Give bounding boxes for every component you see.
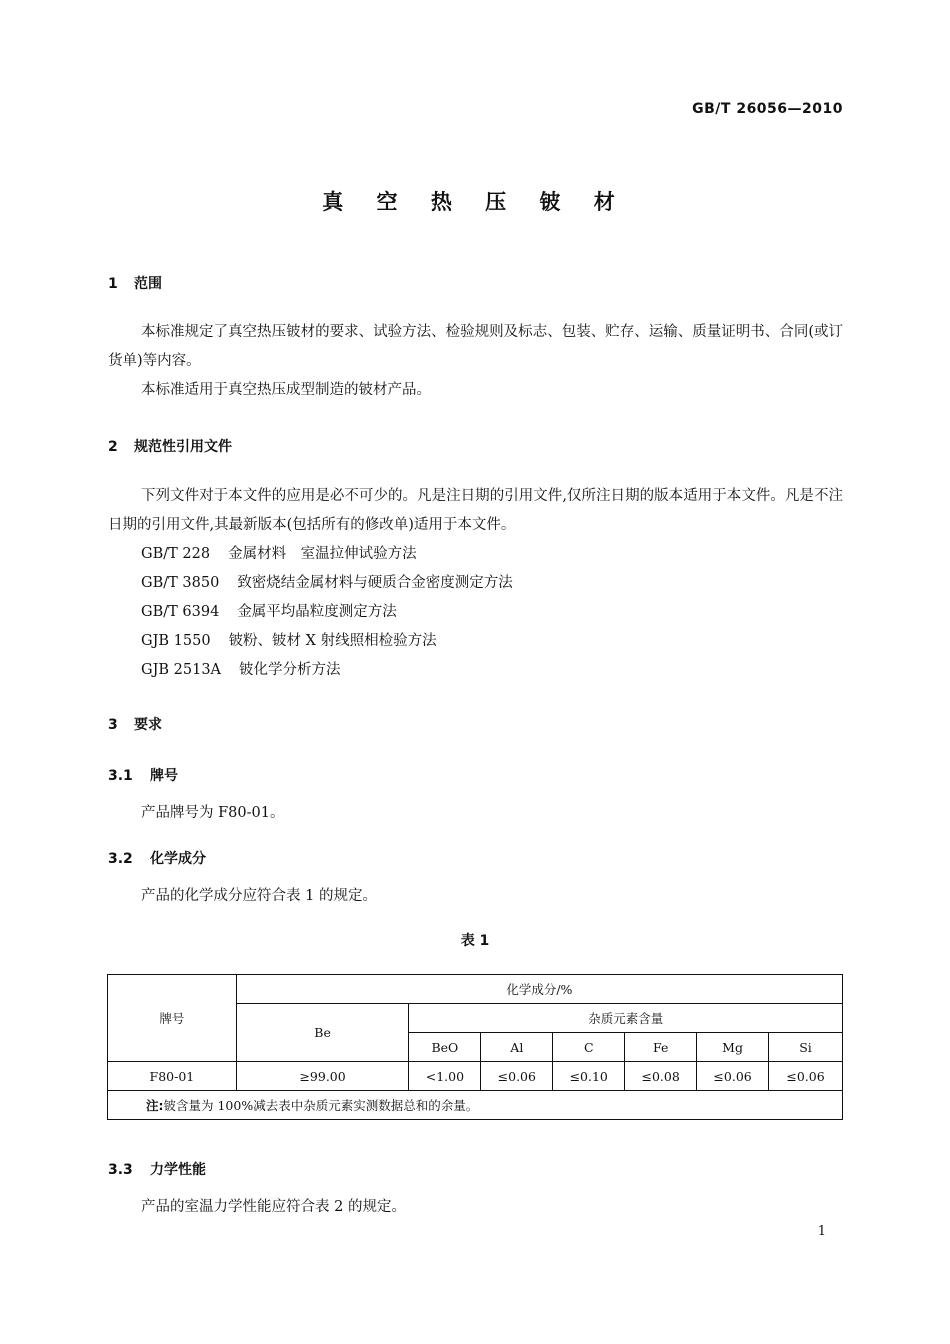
- section-3-2-body: [108, 882, 843, 911]
- value-cell: ≤0.06: [769, 1062, 843, 1091]
- reference-title: 致密烧结金属材料与硬质合金密度测定方法: [237, 575, 513, 591]
- reference-code: GB/T 3850: [141, 575, 220, 591]
- reference-title: 金属材料 室温拉伸试验方法: [228, 546, 417, 562]
- grade-cell: F80-01: [108, 1062, 237, 1091]
- element-header: Mg: [697, 1033, 769, 1062]
- reference-code: GB/T 6394: [141, 604, 220, 620]
- section-title: 化学成分: [150, 851, 206, 867]
- table-row: [108, 975, 843, 1004]
- paragraph: 本标准适用于真空热压成型制造的铍材产品。: [141, 382, 431, 398]
- section-1-heading: [108, 273, 162, 293]
- standard-code: GB/T 26056—2010: [692, 101, 843, 117]
- value-cell: ≤0.10: [553, 1062, 625, 1091]
- element-header: BeO: [409, 1033, 481, 1062]
- table-row: [108, 1091, 843, 1120]
- reference-item: [141, 540, 513, 569]
- table-row: [108, 1062, 843, 1091]
- table-note: [108, 1091, 843, 1120]
- paragraph: 产品的室温力学性能应符合表 2 的规定。: [141, 1199, 406, 1215]
- reference-code: GJB 1550: [141, 633, 211, 649]
- reference-title: 铍化学分析方法: [239, 662, 341, 678]
- paragraph: 下列文件对于本文件的应用是必不可少的。凡是注日期的引用文件,仅所注日期的版本适用于本文件。凡是不注日期的引用文件,其最新版本(包括所有的修改单)适用于本文件。: [108, 488, 843, 533]
- table-caption: 表 1: [460, 933, 490, 949]
- grade-header: 牌号: [108, 975, 237, 1062]
- element-header: C: [553, 1033, 625, 1062]
- section-title: 牌号: [150, 768, 178, 784]
- value-cell: ≤0.06: [697, 1062, 769, 1091]
- note-text: 铍含量为 100%减去表中杂质元素实测数据总和的余量。: [163, 1098, 479, 1113]
- page-number: 1: [817, 1224, 826, 1239]
- element-header: Si: [769, 1033, 843, 1062]
- reference-title: 金属平均晶粒度测定方法: [237, 604, 397, 620]
- section-title: 要求: [134, 717, 162, 733]
- section-title: 规范性引用文件: [134, 439, 232, 455]
- paragraph: 本标准规定了真空热压铍材的要求、试验方法、检验规则及标志、包装、贮存、运输、质量证明书、合同(或订货单)等内容。: [108, 324, 843, 369]
- document-title: 真 空 热 压 铍 材: [322, 190, 628, 214]
- section-3-3-body: [108, 1193, 843, 1222]
- note-label: 注:: [146, 1098, 164, 1113]
- reference-list: [141, 540, 513, 685]
- section-title: 范围: [134, 276, 162, 292]
- section-number: 2: [108, 439, 118, 455]
- value-cell: ≤0.08: [625, 1062, 697, 1091]
- value-cell: <1.00: [409, 1062, 481, 1091]
- section-1-body: [108, 318, 843, 405]
- section-number: 3.2: [108, 851, 133, 867]
- reference-code: GB/T 228: [141, 546, 211, 562]
- paragraph: 产品牌号为 F80-01。: [141, 805, 285, 821]
- reference-item: [141, 569, 513, 598]
- section-number: 3.3: [108, 1162, 133, 1178]
- chemical-composition-table: [107, 974, 843, 1120]
- section-2-heading: [108, 436, 232, 456]
- paragraph: 产品的化学成分应符合表 1 的规定。: [141, 888, 377, 904]
- section-3-heading: [108, 714, 162, 734]
- reference-code: GJB 2513A: [141, 662, 222, 678]
- reference-item: [141, 627, 513, 656]
- section-3-1-body: [108, 799, 843, 828]
- section-3-3-heading: [108, 1159, 206, 1179]
- section-3-1-heading: [108, 765, 178, 785]
- section-title: 力学性能: [150, 1162, 206, 1178]
- be-cell: ≥99.00: [236, 1062, 409, 1091]
- reference-title: 铍粉、铍材 X 射线照相检验方法: [228, 633, 437, 649]
- be-header: Be: [236, 1004, 409, 1062]
- section-number: 1: [108, 276, 118, 292]
- section-3-2-heading: [108, 848, 206, 868]
- impurity-header: 杂质元素含量: [409, 1004, 843, 1033]
- section-2-intro: [108, 482, 843, 540]
- element-header: Fe: [625, 1033, 697, 1062]
- section-number: 3.1: [108, 768, 133, 784]
- reference-item: [141, 656, 513, 685]
- composition-header: 化学成分/%: [236, 975, 842, 1004]
- value-cell: ≤0.06: [481, 1062, 553, 1091]
- section-number: 3: [108, 717, 118, 733]
- reference-item: [141, 598, 513, 627]
- element-header: Al: [481, 1033, 553, 1062]
